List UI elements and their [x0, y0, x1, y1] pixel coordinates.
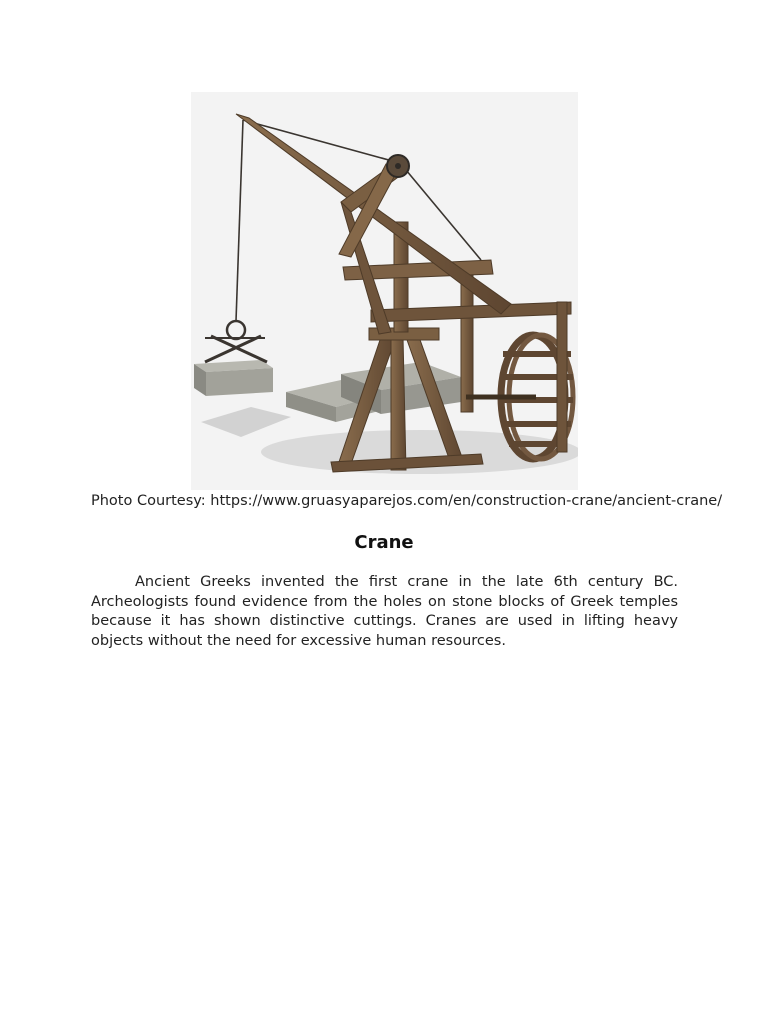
hanging-stone-block [194, 321, 273, 396]
photo-caption: Photo Courtesy: https://www.gruasyaparejos.com/en/construction-crane/ancient-crane/ [91, 493, 723, 509]
crane-illustration [191, 92, 578, 490]
body-paragraph: Ancient Greeks invented the first crane in the late 6th century BC. Archeologists found evidence from the holes on stone blocks of Greek temples because it has shown distinctive cuttings. Cranes are used in lifting heavy objects without the need for excessive human resources. [91, 574, 678, 649]
wheel-post [557, 302, 567, 452]
block-shadow [201, 407, 291, 437]
page-title: Crane [354, 532, 414, 553]
